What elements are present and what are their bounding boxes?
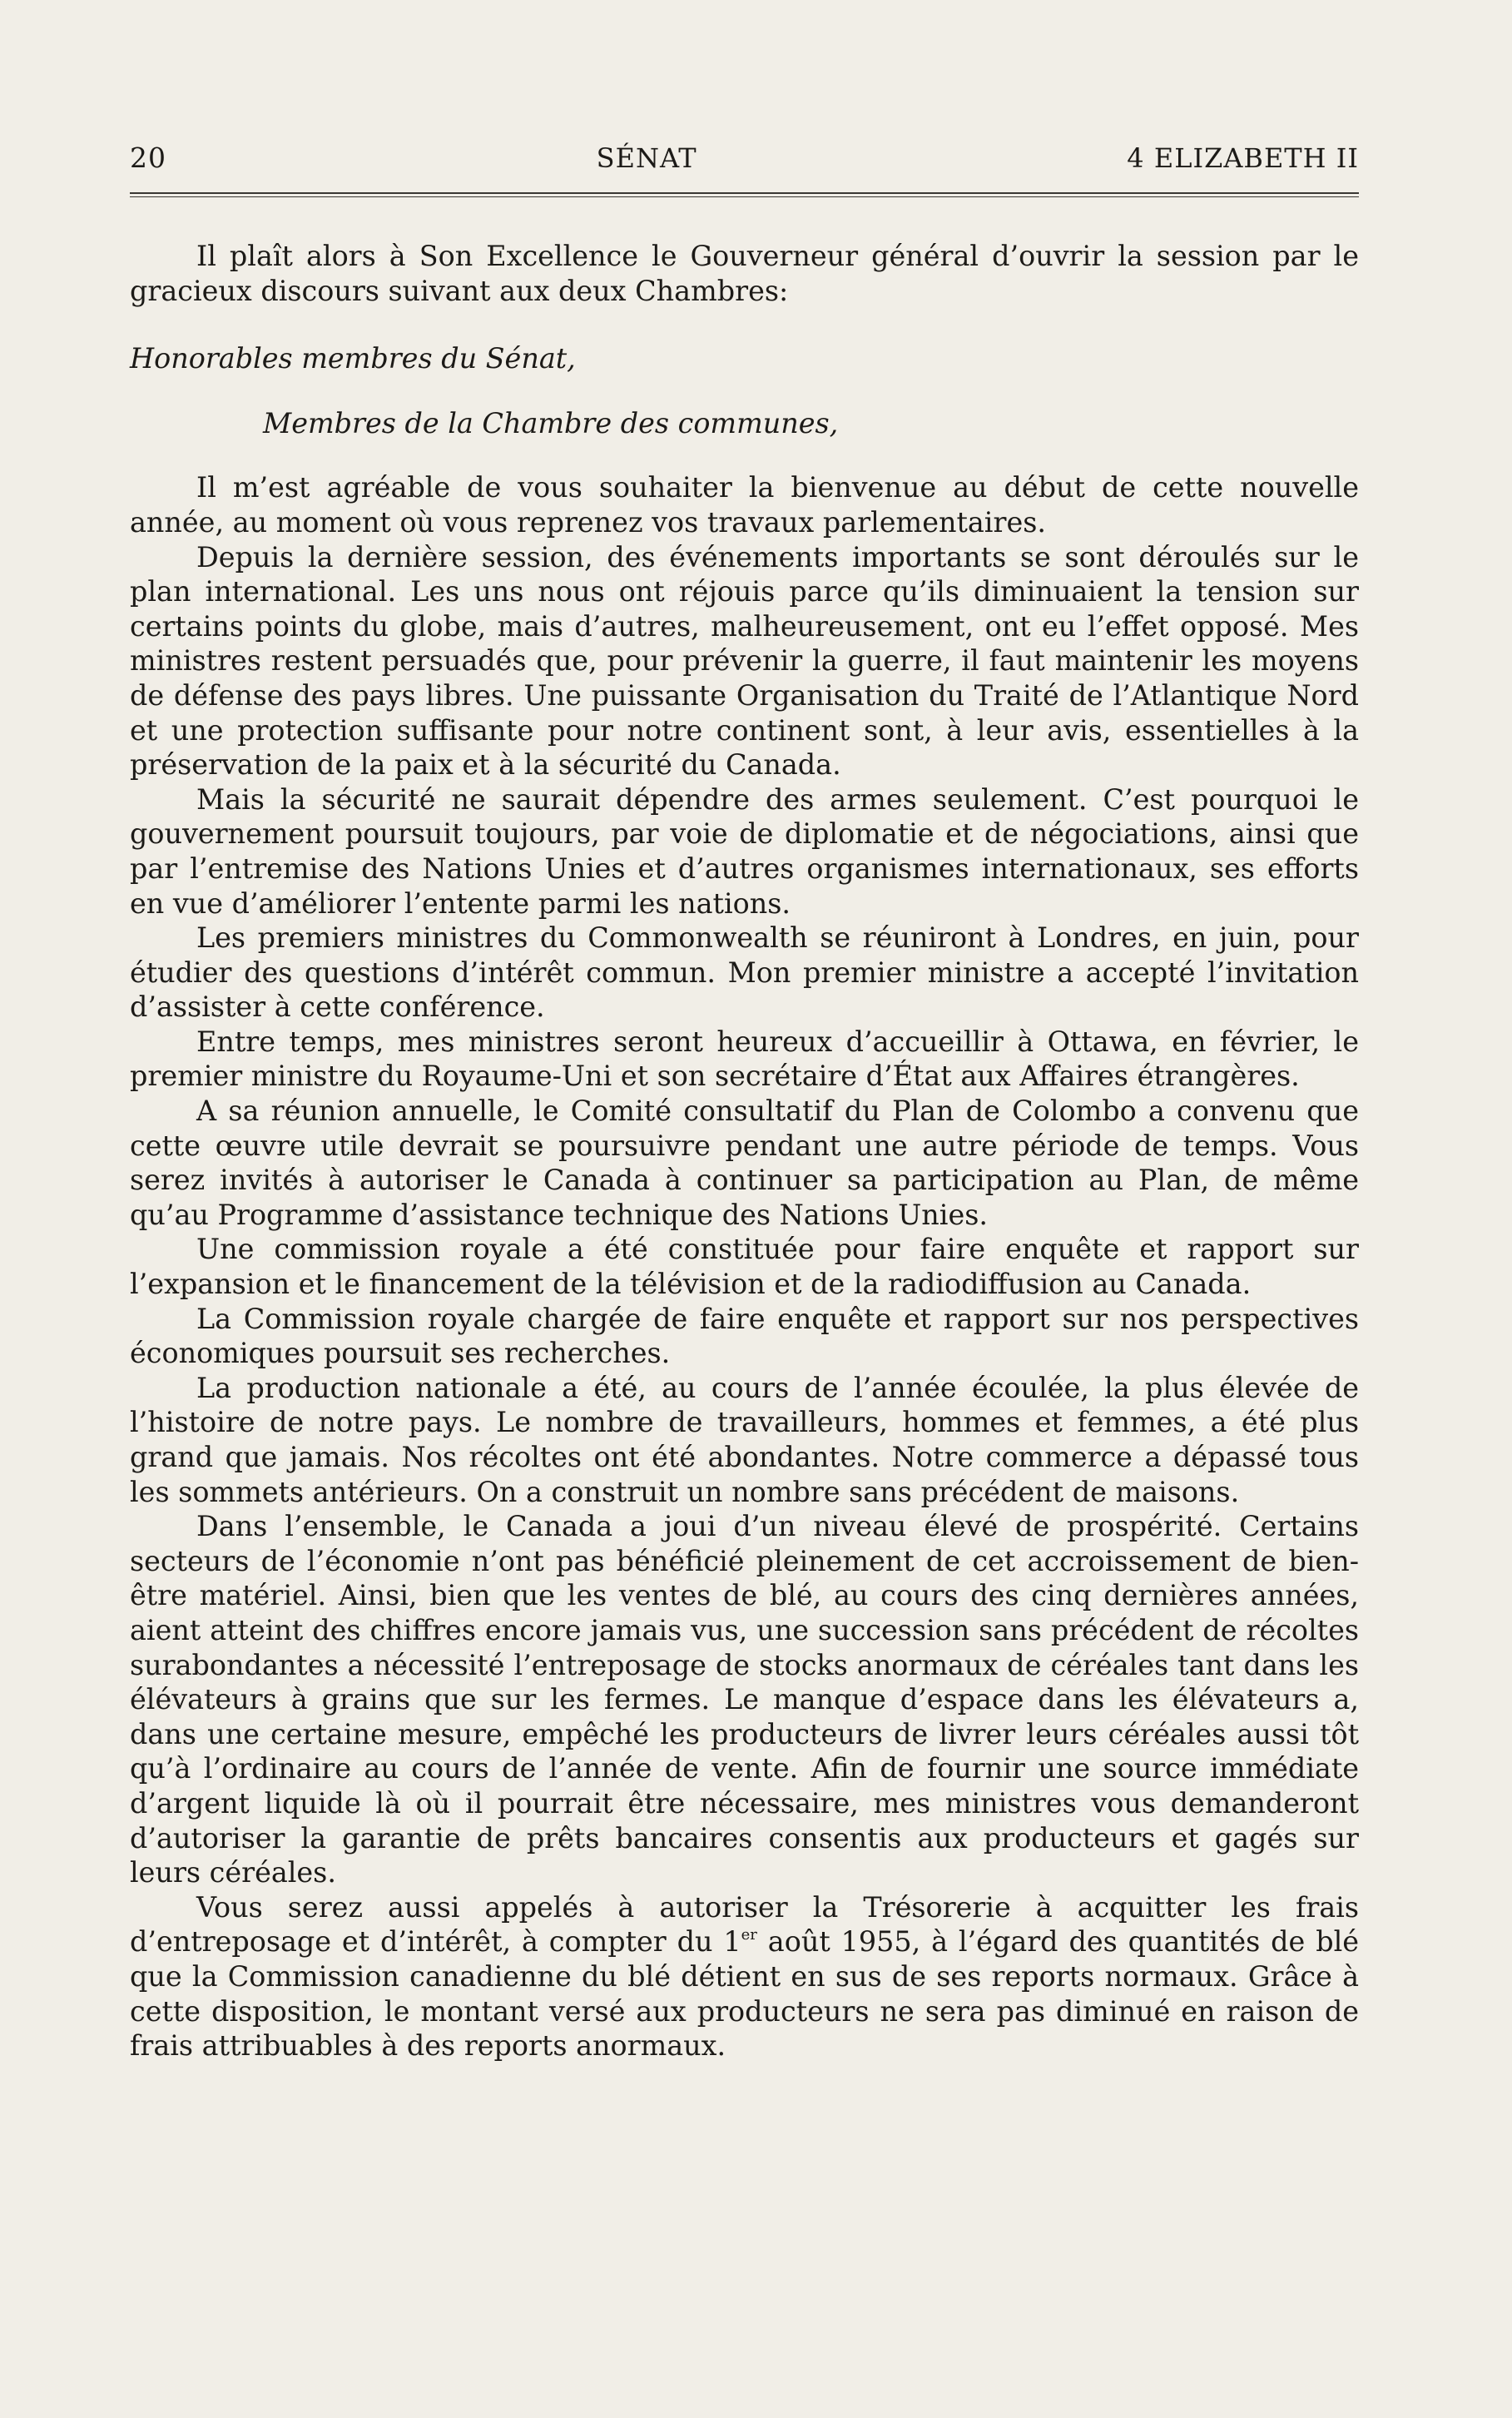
superscript: er: [741, 1926, 757, 1944]
document-body: [130, 239, 1359, 2063]
page-number: 20: [130, 142, 166, 174]
paragraph: Depuis la dernière session, des événements importants se sont déroulés sur le plan international. Les uns nous ont réjouis parce qu’ils diminuaient la tension sur certains points du globe, mais d’autres, malheureusement, ont eu l’effet opposé. Mes ministres restent persuadés que, pour prévenir la guerre, il faut maintenir les moyens de défense des pays libres. Une puissante Organisation du Traité de l’Atlantique Nord et une protection suffisante pour notre continent sont, à leur avis, essentielles à la préservation de la paix et à la sécurité du Canada.: [130, 540, 1359, 782]
address-commons: Membres de la Chambre des communes,: [263, 406, 839, 439]
paragraph: Dans l’ensemble, le Canada a joui d’un niveau élevé de prospérité. Certains secteurs de l’économie n’ont pas bénéficié pleinement de cet accroissement de bien-être matériel. Ainsi, bien que les ventes de blé, au cours des cinq dernières années, aient atteint des chiffres encore jamais vus, une succession sans précédent de récoltes surabondantes a nécessité l’entreposage de stocks anormaux de céréales tant dans les élévateurs à grains que sur les fermes. Le manque d’espace dans les élévateurs a, dans une certaine mesure, empêché les producteurs de livrer leurs céréales aussi tôt qu’à l’ordinaire au cours de l’année de vente. Afin de fournir une source immédiate d’argent liquide là où il pourrait être nécessaire, mes ministres vous demanderont d’autoriser la garantie de prêts bancaires consentis aux producteurs et gagés sur leurs céréales.: [130, 1510, 1359, 1889]
running-right: 4 ELIZABETH II: [1127, 142, 1359, 174]
last-paragraph: [130, 1890, 1359, 2063]
paragraph: La production nationale a été, au cours de l’année écoulée, la plus élevée de l’histoire de notre pays. Le nombre de travailleurs, hommes et femmes, a été plus grand que jamais. Nos récoltes ont été abondantes. Notre commerce a dépassé tous les sommets antérieurs. On a construit un nombre sans précédent de maisons.: [130, 1371, 1359, 1508]
page-header: [130, 142, 1359, 192]
paragraph: A sa réunion annuelle, le Comité consultatif du Plan de Colombo a convenu que cette œuvre utile devrait se poursuivre pendant une autre période de temps. Vous serez invités à autoriser le Canada à continuer sa participation au Plan, de même qu’au Programme d’assistance technique des Nations Unies.: [130, 1095, 1359, 1231]
paragraph: Une commission royale a été constituée pour faire enquête et rapport sur l’expansion et le financement de la télévision et de la radiodiffusion au Canada.: [130, 1233, 1359, 1301]
paragraph: Il m’est agréable de vous souhaiter la bienvenue au début de cette nouvelle année, au moment où vous reprenez vos travaux parlementaires.: [130, 471, 1359, 539]
paragraph: Entre temps, mes ministres seront heureux d’accueillir à Ottawa, en février, le premier ministre du Royaume-Uni et son secrétaire d’État aux Affaires étrangères.: [130, 1025, 1359, 1093]
paragraph: Les premiers ministres du Commonwealth se réuniront à Londres, en juin, pour étudier des questions d’intérêt commun. Mon premier ministre a accepté l’invitation d’assister à cette conférence.: [130, 921, 1359, 1024]
paragraph: La Commission royale chargée de faire enquête et rapport sur nos perspectives économiques poursuit ses recherches.: [130, 1302, 1359, 1370]
paragraph: Mais la sécurité ne saurait dépendre des armes seulement. C’est pourquoi le gouvernement poursuit toujours, par voie de diplomatie et de négociations, ainsi que par l’entremise des Nations Unies et d’autres organismes internationaux, ses efforts en vue d’améliorer l’entente parmi les nations.: [130, 782, 1359, 920]
last-paragraph-end: août 1955, à l’égard des quantités de blé que la Commission canadienne du blé détient en sus de ses reports normaux. Grâce à cette disposition, le montant versé aux producteurs ne sera pas diminué en raison de frais attribuables à des reports anormaux.: [130, 1925, 1360, 2063]
running-title: SÉNAT: [596, 142, 697, 174]
last-paragraph-start: Vous serez aussi appelés à autoriser la Trésorerie à acquitter les frais d’entreposage et d’intérêt, à compter du 1: [130, 1890, 1359, 1959]
address-senate: Honorables membres du Sénat,: [130, 342, 576, 375]
header-rule: [130, 192, 1359, 197]
intro-paragraph: Il plaît alors à Son Excellence le Gouverneur général d’ouvrir la session par le gracieux discours suivant aux deux Chambres:: [130, 240, 1359, 307]
